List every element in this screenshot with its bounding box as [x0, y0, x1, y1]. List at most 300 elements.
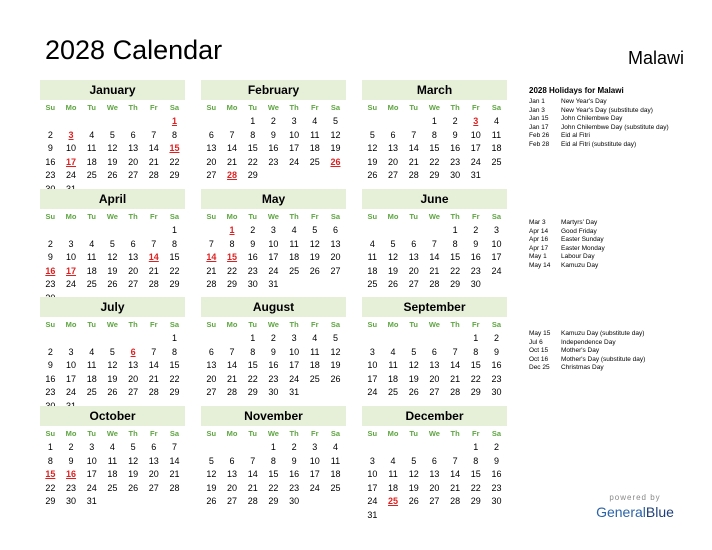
day-cell: 23 — [45, 279, 56, 289]
weekday-row — [362, 101, 507, 115]
weekday-row — [362, 427, 507, 441]
day-cell: 5 — [411, 346, 417, 357]
day-cell: 30 — [491, 496, 502, 506]
day-cell: 23 — [45, 170, 56, 180]
day-cell: 25 — [309, 373, 320, 384]
weekday-label: We — [267, 103, 279, 112]
day-cell: 7 — [452, 346, 458, 357]
day-cell: 7 — [452, 455, 458, 466]
day-cell: 26 — [309, 265, 320, 276]
holiday-name: Eid al Fitri — [561, 132, 590, 140]
day-cell: 1 — [452, 225, 458, 235]
day-cell: 29 — [169, 387, 180, 397]
weekday-label: Fr — [472, 212, 480, 221]
day-cell: 17 — [309, 469, 320, 479]
day-cell: 11 — [330, 455, 341, 466]
empty-cell — [123, 115, 144, 129]
day-cell: 29 — [45, 496, 56, 506]
day-cell: 15 — [470, 360, 481, 370]
day-cell: 16 — [491, 469, 502, 479]
day-cell: 20 — [408, 265, 419, 276]
day-cell: 20 — [429, 482, 440, 493]
day-cell: 26 — [388, 279, 399, 289]
day-cell: 10 — [66, 252, 77, 262]
day-cell: 12 — [388, 252, 399, 262]
day-cell: 18 — [107, 469, 118, 479]
day-cell: 22 — [227, 265, 238, 276]
weekday-label: Sa — [330, 320, 341, 329]
day-cell: 5 — [369, 129, 375, 140]
holiday-list — [529, 219, 699, 271]
day-cell: 3 — [270, 225, 276, 235]
holiday-date: Jan 15 — [529, 115, 549, 123]
day-cell: 22 — [470, 373, 481, 384]
day-cell: 21 — [169, 469, 180, 479]
day-cell: 31 — [86, 496, 97, 506]
day-cell: 12 — [128, 455, 139, 466]
holiday-day: 25 — [388, 496, 399, 506]
day-cell: 20 — [148, 469, 159, 479]
weekday-label: Th — [289, 429, 299, 438]
holiday-name: Labour Day — [561, 253, 595, 261]
holiday-date: Apr 16 — [529, 236, 549, 244]
day-cell: 27 — [429, 496, 440, 506]
day-cell: 23 — [247, 265, 258, 276]
day-cell: 4 — [493, 116, 499, 126]
empty-cell — [40, 332, 61, 346]
empty-cell — [445, 441, 466, 455]
holiday-date: Jan 3 — [529, 106, 545, 114]
day-cell: 30 — [450, 170, 461, 180]
day-cell: 8 — [250, 346, 256, 357]
day-cell: 21 — [408, 156, 419, 167]
day-cell: 19 — [330, 360, 341, 370]
day-cell: 16 — [268, 360, 279, 370]
weekday-row — [362, 318, 507, 332]
day-cell: 10 — [66, 360, 77, 370]
generalblue-logo[interactable] — [590, 493, 680, 521]
holiday-name: John Chilembwe Day (substitute day) — [561, 123, 669, 131]
day-cell: 21 — [227, 156, 238, 167]
weekday-label: Th — [289, 320, 299, 329]
page-title: 2028 Calendar — [45, 35, 223, 65]
day-cell: 1 — [473, 442, 479, 452]
holiday-date: May 14 — [529, 261, 551, 269]
days-grid — [40, 441, 185, 509]
day-cell: 9 — [47, 360, 53, 370]
weekday-label: Su — [367, 429, 378, 438]
days-grid — [362, 332, 507, 400]
day-cell: 12 — [107, 143, 118, 153]
month-header: January — [40, 80, 185, 100]
weekday-label: Su — [367, 212, 378, 221]
weekday-row — [40, 427, 185, 441]
weekday-label: Fr — [311, 320, 319, 329]
empty-cell — [201, 441, 222, 455]
day-cell: 9 — [270, 129, 276, 140]
day-cell: 30 — [247, 279, 258, 289]
day-cell: 12 — [309, 238, 320, 249]
empty-cell — [362, 332, 383, 346]
weekday-label: Tu — [409, 103, 419, 112]
day-cell: 26 — [408, 496, 419, 506]
month-march — [362, 80, 507, 183]
day-cell: 10 — [86, 455, 97, 466]
day-cell: 24 — [309, 482, 320, 493]
day-cell: 6 — [332, 225, 338, 235]
day-cell: 17 — [86, 469, 97, 479]
day-cell: 5 — [411, 455, 417, 466]
weekday-label: Fr — [150, 212, 158, 221]
day-cell: 9 — [47, 252, 53, 262]
day-cell: 17 — [289, 143, 300, 153]
month-header: July — [40, 297, 185, 317]
day-cell: 10 — [66, 143, 77, 153]
holiday-day: 15 — [227, 252, 238, 262]
day-cell: 30 — [289, 496, 300, 506]
weekday-label: Sa — [169, 320, 180, 329]
day-cell: 21 — [148, 373, 159, 384]
days-grid — [201, 224, 346, 292]
day-cell: 20 — [206, 156, 217, 167]
day-cell: 13 — [148, 455, 159, 466]
weekday-label: Sa — [330, 103, 341, 112]
day-cell: 13 — [128, 252, 139, 262]
weekday-label: Mo — [65, 103, 77, 112]
day-cell: 27 — [128, 387, 139, 397]
holiday-day: 17 — [66, 156, 77, 167]
day-cell: 8 — [452, 238, 458, 249]
weekday-label: Th — [450, 320, 460, 329]
weekday-label: We — [267, 212, 279, 221]
day-cell: 4 — [109, 442, 115, 452]
day-cell: 19 — [408, 482, 419, 493]
day-cell: 7 — [431, 238, 437, 249]
holiday-name: Easter Sunday — [561, 236, 604, 244]
day-cell: 9 — [47, 143, 53, 153]
day-cell: 24 — [268, 265, 279, 276]
day-cell: 22 — [470, 482, 481, 493]
day-cell: 20 — [128, 265, 139, 276]
weekday-label: We — [428, 320, 440, 329]
day-cell: 14 — [450, 360, 461, 370]
day-cell: 23 — [491, 373, 502, 384]
weekday-label: Su — [367, 320, 378, 329]
empty-cell — [424, 441, 445, 455]
day-cell: 23 — [289, 482, 300, 493]
day-cell: 7 — [151, 129, 157, 140]
day-cell: 8 — [270, 455, 276, 466]
day-cell: 18 — [491, 143, 502, 153]
weekday-label: Fr — [472, 429, 480, 438]
weekday-label: Th — [450, 429, 460, 438]
day-cell: 21 — [450, 373, 461, 384]
day-cell: 13 — [206, 360, 217, 370]
day-cell: 27 — [227, 496, 238, 506]
day-cell: 24 — [367, 387, 378, 397]
country-name: Malawi — [627, 48, 684, 68]
day-cell: 25 — [330, 482, 341, 493]
weekday-label: Th — [450, 212, 460, 221]
holiday-day: 14 — [148, 252, 159, 262]
day-cell: 11 — [87, 252, 97, 262]
day-cell: 13 — [429, 469, 440, 479]
holiday-name: Mother's Day — [561, 347, 600, 355]
weekday-label: Su — [45, 429, 56, 438]
brand-name — [590, 503, 680, 521]
day-cell: 26 — [107, 279, 118, 289]
empty-cell — [81, 332, 102, 346]
day-cell: 21 — [206, 265, 217, 276]
empty-cell — [424, 224, 445, 238]
day-cell: 16 — [289, 469, 300, 479]
weekday-label: We — [267, 429, 279, 438]
day-cell: 2 — [270, 116, 276, 126]
weekday-label: Fr — [472, 320, 480, 329]
holiday-day: 16 — [66, 469, 77, 479]
day-cell: 27 — [206, 170, 217, 180]
weekday-label: Tu — [87, 103, 97, 112]
day-cell: 5 — [130, 442, 136, 452]
day-cell: 31 — [268, 279, 279, 289]
day-cell: 4 — [291, 225, 297, 235]
weekday-label: Mo — [226, 103, 238, 112]
holiday-name: Christmas Day — [561, 364, 604, 372]
holiday-name: Eid al Fitri (substitute day) — [561, 140, 637, 148]
empty-cell — [403, 441, 424, 455]
day-cell: 12 — [408, 360, 419, 370]
holiday-name: Martyrs' Day — [561, 219, 598, 226]
day-cell: 22 — [169, 156, 180, 167]
day-cell: 3 — [68, 346, 74, 357]
day-cell: 30 — [268, 387, 279, 397]
day-cell: 12 — [107, 252, 118, 262]
empty-cell — [424, 332, 445, 346]
day-cell: 17 — [491, 252, 502, 262]
month-header: November — [201, 406, 346, 426]
day-cell: 11 — [388, 360, 398, 370]
weekday-label: Su — [45, 212, 56, 221]
day-cell: 21 — [148, 265, 159, 276]
day-cell: 20 — [128, 156, 139, 167]
day-cell: 8 — [171, 238, 177, 249]
day-cell: 9 — [68, 455, 74, 466]
day-cell: 16 — [268, 143, 279, 153]
day-cell: 31 — [470, 170, 481, 180]
weekday-label: Tu — [248, 212, 258, 221]
day-cell: 13 — [128, 360, 139, 370]
empty-cell — [123, 224, 144, 238]
day-cell: 14 — [408, 143, 419, 153]
weekday-label: Th — [289, 212, 299, 221]
holiday-item — [529, 98, 699, 107]
day-cell: 14 — [227, 360, 238, 370]
holiday-item — [529, 228, 699, 237]
weekday-label: Th — [128, 429, 138, 438]
day-cell: 9 — [493, 455, 499, 466]
weekday-label: Mo — [387, 103, 399, 112]
holiday-item — [529, 236, 699, 245]
empty-cell — [383, 441, 404, 455]
holiday-day: 16 — [45, 265, 56, 276]
days-grid — [40, 224, 185, 305]
day-cell: 27 — [148, 482, 159, 493]
day-cell: 5 — [390, 238, 396, 249]
weekday-label: Fr — [311, 103, 319, 112]
day-cell: 1 — [431, 116, 437, 126]
weekday-row — [201, 210, 346, 224]
day-cell: 18 — [367, 265, 378, 276]
holiday-day: 14 — [206, 252, 217, 262]
day-cell: 14 — [148, 360, 159, 370]
day-cell: 29 — [470, 496, 481, 506]
month-header: September — [362, 297, 507, 317]
day-cell: 18 — [309, 360, 320, 370]
day-cell: 6 — [229, 455, 235, 466]
day-cell: 23 — [268, 156, 279, 167]
day-cell: 29 — [247, 387, 258, 397]
day-cell: 26 — [128, 482, 139, 493]
day-cell: 9 — [452, 129, 458, 140]
holiday-date: Apr 14 — [529, 227, 549, 235]
holiday-day: 26 — [330, 156, 341, 167]
day-cell: 6 — [411, 238, 417, 249]
day-cell: 19 — [367, 156, 378, 167]
day-cell: 14 — [148, 143, 159, 153]
day-cell: 13 — [429, 360, 440, 370]
weekday-row — [201, 101, 346, 115]
holiday-date: Jan 1 — [529, 98, 545, 105]
day-cell: 11 — [491, 129, 502, 140]
day-cell: 16 — [470, 252, 481, 262]
day-cell: 22 — [268, 482, 279, 493]
day-cell: 6 — [431, 455, 437, 466]
day-cell: 13 — [330, 238, 341, 249]
day-cell: 29 — [227, 279, 238, 289]
weekday-label: Th — [128, 320, 138, 329]
day-cell: 2 — [291, 442, 297, 452]
weekday-label: Th — [128, 103, 138, 112]
day-cell: 18 — [309, 143, 320, 153]
empty-cell — [222, 441, 243, 455]
weekday-label: Th — [289, 103, 299, 112]
day-cell: 24 — [289, 156, 300, 167]
day-cell: 17 — [367, 373, 378, 384]
day-cell: 29 — [429, 170, 440, 180]
day-cell: 4 — [312, 116, 318, 126]
day-cell: 15 — [268, 469, 279, 479]
day-cell: 19 — [107, 156, 118, 167]
day-cell: 20 — [330, 252, 341, 262]
days-grid — [40, 115, 185, 196]
day-cell: 20 — [206, 373, 217, 384]
day-cell: 23 — [450, 156, 461, 167]
holiday-item — [529, 339, 699, 348]
day-cell: 12 — [330, 129, 341, 140]
days-grid — [362, 224, 507, 292]
day-cell: 23 — [491, 482, 502, 493]
month-may — [201, 189, 346, 292]
day-cell: 3 — [493, 225, 499, 235]
days-grid — [40, 332, 185, 413]
day-cell: 2 — [47, 238, 53, 249]
day-cell: 7 — [208, 238, 214, 249]
holiday-date: Oct 15 — [529, 347, 549, 355]
day-cell: 10 — [470, 129, 481, 140]
holiday-item — [529, 364, 699, 373]
day-cell: 7 — [229, 129, 235, 140]
day-cell: 3 — [369, 455, 375, 466]
day-cell: 29 — [450, 279, 461, 289]
weekday-label: Tu — [87, 429, 97, 438]
day-cell: 25 — [491, 156, 502, 167]
day-cell: 6 — [151, 442, 157, 452]
holiday-day: 15 — [45, 469, 56, 479]
day-cell: 19 — [206, 482, 217, 493]
day-cell: 2 — [452, 116, 458, 126]
day-cell: 8 — [47, 455, 53, 466]
empty-cell — [445, 332, 466, 346]
days-grid — [201, 115, 346, 183]
day-cell: 20 — [429, 373, 440, 384]
day-cell: 5 — [109, 129, 115, 140]
holiday-item — [529, 356, 699, 365]
empty-cell — [242, 441, 263, 455]
day-cell: 18 — [289, 252, 300, 262]
day-cell: 13 — [388, 143, 399, 153]
day-cell: 1 — [171, 225, 177, 235]
empty-cell — [102, 224, 123, 238]
day-cell: 17 — [66, 373, 77, 384]
empty-cell — [143, 332, 164, 346]
weekday-label: Mo — [387, 320, 399, 329]
holiday-item — [529, 347, 699, 356]
day-cell: 5 — [208, 455, 214, 466]
weekday-label: Tu — [409, 212, 419, 221]
holiday-date: Apr 17 — [529, 244, 549, 252]
day-cell: 18 — [388, 482, 399, 493]
weekday-label: Sa — [169, 429, 180, 438]
holiday-date: Oct 16 — [529, 355, 549, 363]
weekday-label: We — [106, 103, 118, 112]
empty-cell — [222, 115, 243, 129]
day-cell: 30 — [491, 387, 502, 397]
day-cell: 26 — [408, 387, 419, 397]
weekday-label: Fr — [150, 429, 158, 438]
day-cell: 14 — [227, 143, 238, 153]
day-cell: 31 — [367, 509, 378, 520]
day-cell: 25 — [367, 279, 378, 289]
day-cell: 28 — [206, 279, 217, 289]
month-header: March — [362, 80, 507, 100]
empty-cell — [403, 332, 424, 346]
weekday-label: Fr — [311, 212, 319, 221]
weekday-label: Sa — [330, 212, 341, 221]
day-cell: 7 — [151, 238, 157, 249]
holiday-date: May 1 — [529, 253, 547, 261]
day-cell: 16 — [450, 143, 461, 153]
day-cell: 19 — [107, 265, 118, 276]
holiday-item — [529, 115, 699, 124]
weekday-label: Mo — [387, 429, 399, 438]
day-cell: 3 — [68, 238, 74, 249]
holiday-day: 28 — [227, 170, 238, 180]
day-cell: 2 — [493, 442, 499, 452]
day-cell: 26 — [107, 170, 118, 180]
day-cell: 3 — [369, 346, 375, 357]
day-cell: 18 — [86, 265, 97, 276]
day-cell: 4 — [312, 333, 318, 343]
